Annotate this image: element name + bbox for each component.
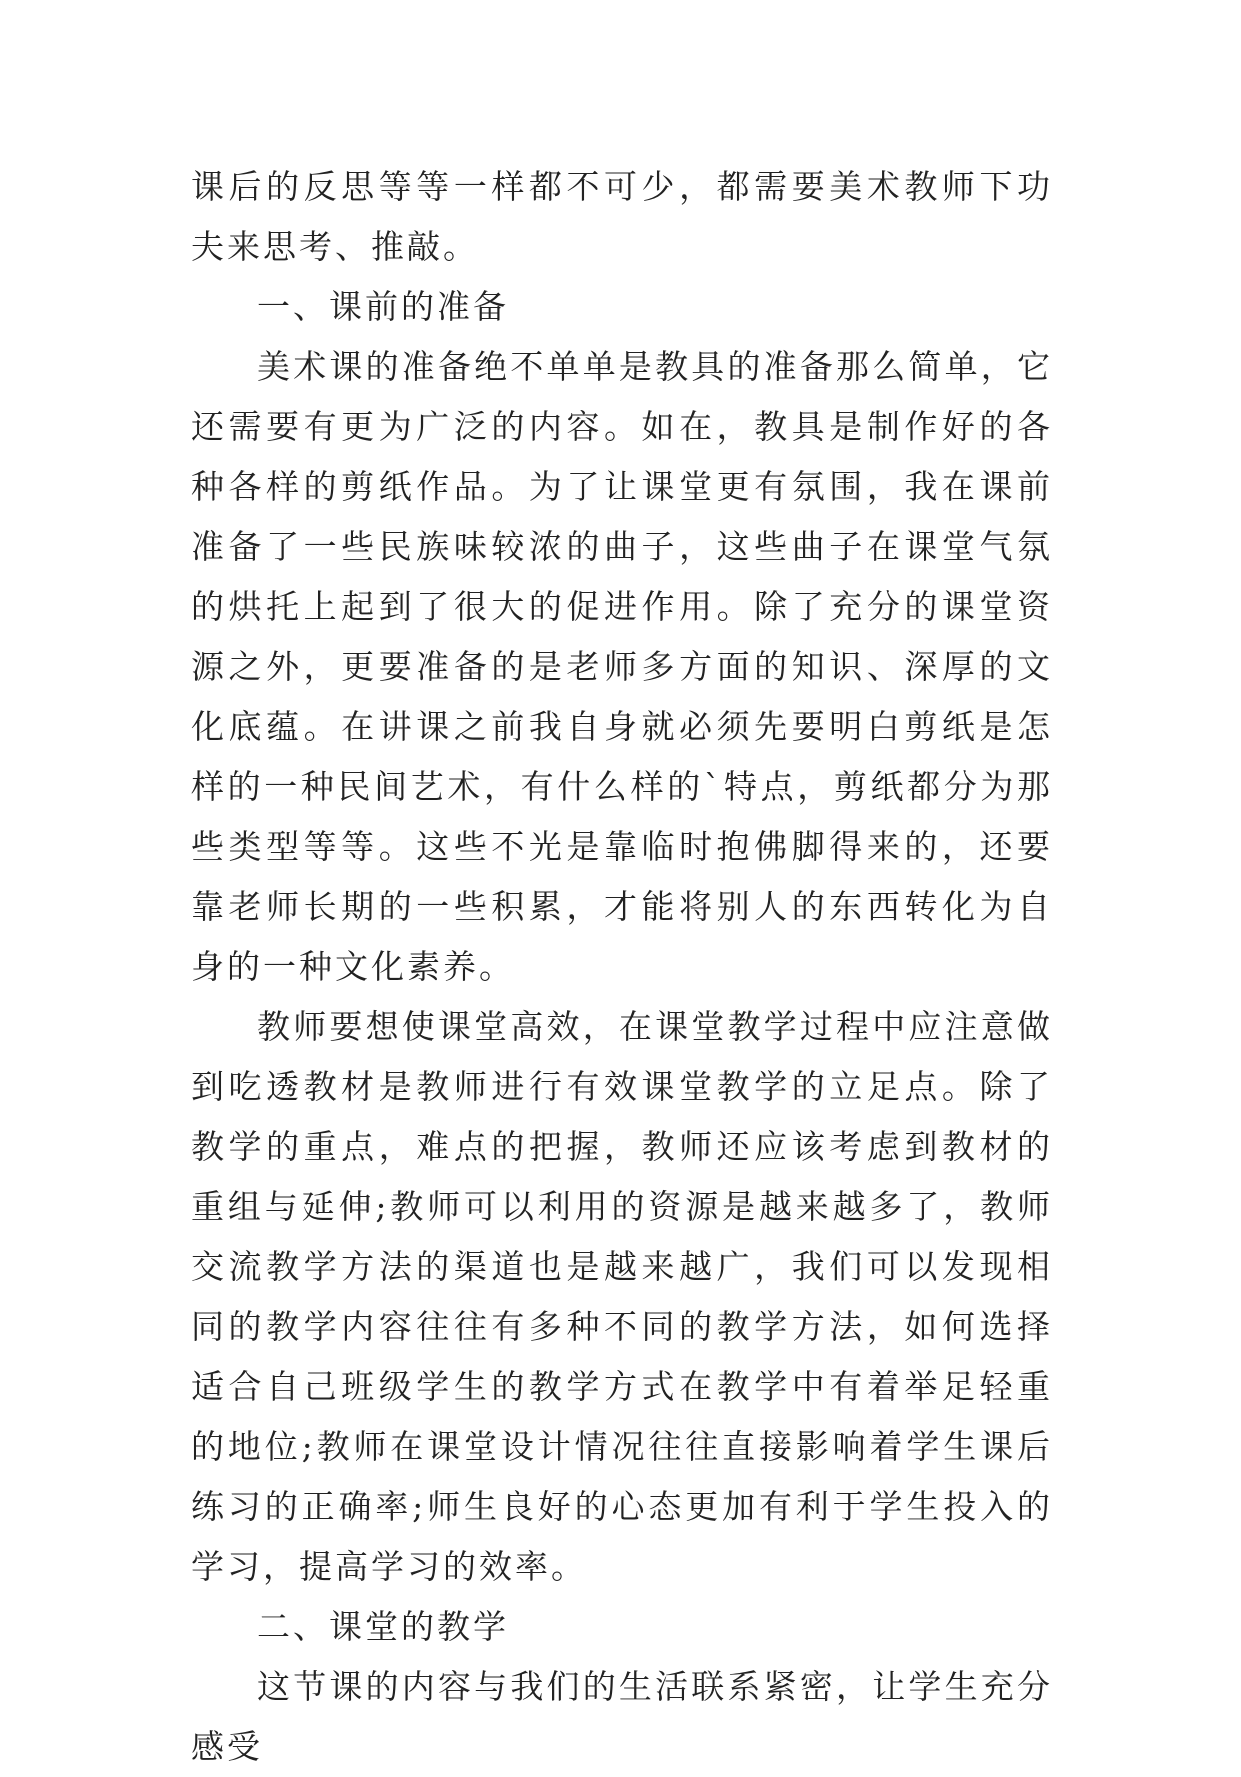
document-body (191, 157, 1053, 1777)
paragraph-teaching: 这节课的内容与我们的生活联系紧密，让学生充分感受 (191, 1667, 1053, 1766)
section-heading-preparation: 一、课前的准备 (257, 287, 509, 326)
paragraph-efficient-classroom: 教师要想使课堂高效，在课堂教学过程中应注意做到吃透教材是教师进行有效课堂教学的立足点。除了教学的重点，难点的把握，教师还应该考虑到教材的重组与延伸;教师可以利用的资源是越来越多了，教师交流教学方法的渠道也是越来越广，我们可以发现相同的教学内容往往有多种不同的教学方法，如何选择适合自己班级学生的教学方式在教学中有着举足轻重的地位;教师在课堂设计情况往往直接影响着学生课后练习的正确率;师生良好的心态更加有利于学生投入的学习，提高学习的效率。 (191, 1007, 1053, 1586)
section-heading-teaching: 二、课堂的教学 (257, 1607, 509, 1646)
paragraph-preparation: 美术课的准备绝不单单是教具的准备那么简单，它还需要有更为广泛的内容。如在，教具是制作好的各种各样的剪纸作品。为了让课堂更有氛围，我在课前准备了一些民族味较浓的曲子，这些曲子在课堂气氛的烘托上起到了很大的促进作用。除了充分的课堂资源之外，更要准备的是老师多方面的知识、深厚的文化底蕴。在讲课之前我自身就必须先要明白剪纸是怎样的一种民间艺术，有什么样的`特点，剪纸都分为那些类型等等。这些不光是靠临时抱佛脚得来的，还要靠老师长期的一些积累，才能将别人的东西转化为自身的一种文化素养。 (191, 347, 1053, 986)
paragraph-continuation: 课后的反思等等一样都不可少，都需要美术教师下功夫来思考、推敲。 (191, 167, 1053, 266)
